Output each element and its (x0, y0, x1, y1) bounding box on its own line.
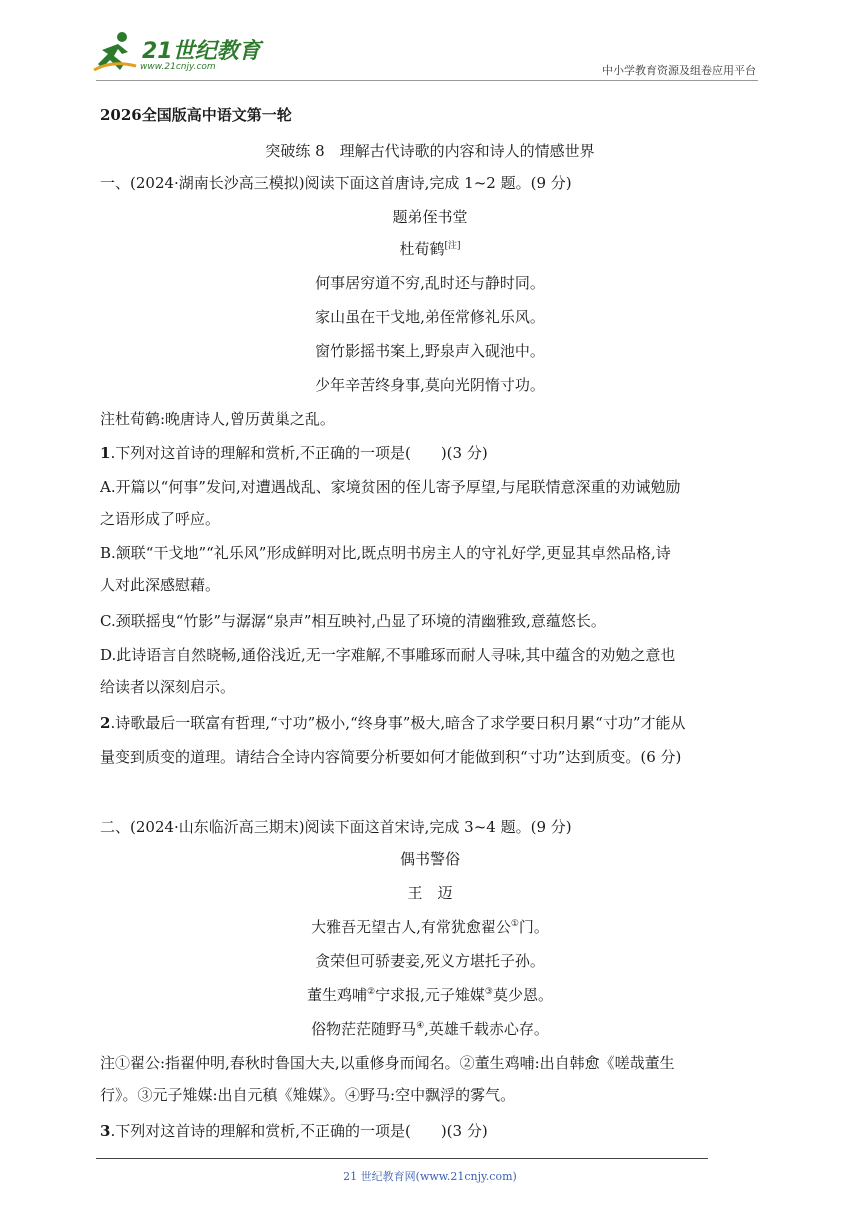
author-note-mark: [注] (444, 241, 461, 251)
poem2-line-3-b: 宁求报,元子雉媒 (375, 986, 485, 1004)
poem1-line-2: 家山虽在干戈地,弟侄常修礼乐风。 (315, 308, 545, 326)
logo-text: 21世纪教育 (142, 39, 261, 64)
poem1-note: 注杜荀鹤:晚唐诗人,曾历黄巢之乱。 (100, 410, 335, 428)
footer-divider (96, 1158, 708, 1159)
q1-option-a-2: 之语形成了呼应。 (100, 510, 221, 528)
note-mark-3: ③ (484, 987, 493, 997)
poem2-line-3-c: 莫少恩。 (492, 986, 553, 1004)
poem1-line-1: 何事居穷道不穷,乱时还与静时同。 (315, 274, 545, 292)
question-2-line-2: 量变到质变的道理。请结合全诗内容简要分析要如何才能做到积“寸功”达到质变。(6 分) (100, 748, 682, 766)
poem1-line-4: 少年辛苦终身事,莫向光阴惰寸功。 (315, 376, 545, 394)
site-logo[interactable] (92, 30, 262, 80)
section2-heading: 二、(2024·山东临沂高三期末)阅读下面这首宋诗,完成 3~4 题。(9 分) (100, 818, 572, 836)
question-1-number: 1 (100, 444, 111, 462)
runner-icon (92, 30, 138, 74)
q1-option-b-1: B.颔联“干戈地”“礼乐风”形成鲜明对比,既点明书房主人的守礼好学,更显其卓然品格,诗 (100, 544, 671, 562)
q1-option-d-2: 给读者以深刻启示。 (100, 678, 236, 696)
poem2-line-4-a: 俗物茫茫随野马 (311, 1020, 417, 1038)
page-title: 突破练 8 理解古代诗歌的内容和诗人的情感世界 (265, 142, 595, 160)
poem2-line-4 (100, 1018, 760, 1039)
poem2-line-2: 贪荣但可骄妻妾,死义方堪托子孙。 (315, 952, 545, 970)
poem2-line-3 (100, 984, 760, 1005)
poem2-line-4-b: ,英雄千载赤心存。 (424, 1020, 549, 1038)
poem2-line-1 (100, 916, 760, 937)
question-3-text: .下列对这首诗的理解和赏析,不正确的一项是( )(3 分) (110, 1122, 488, 1140)
poem1-line-3: 窗竹影摇书案上,野泉声入砚池中。 (315, 342, 545, 360)
logo-url: www.21cnjy.com (140, 62, 216, 72)
header-divider (96, 80, 758, 81)
page-footer[interactable]: 21 世纪教育网(www.21cnjy.com) (343, 1170, 517, 1183)
poem2-line-1-b: 门。 (518, 918, 549, 936)
q1-option-a-1: A.开篇以“何事”发问,对遭遇战乱、家境贫困的侄儿寄予厚望,与尾联情意深重的劝诫勉励 (100, 478, 681, 496)
poem2-line-1-a: 大雅吾无望古人,有常犹愈翟公 (311, 918, 511, 936)
question-2-number: 2 (100, 714, 111, 732)
platform-label: 中小学教育资源及组卷应用平台 (602, 64, 756, 77)
poem2-author: 王 迈 (407, 884, 453, 902)
poem2-title: 偶书警俗 (399, 850, 460, 868)
question-1-text: .下列对这首诗的理解和赏析,不正确的一项是( )(3 分) (110, 444, 488, 462)
poem2-line-3-a: 董生鸡哺 (307, 986, 368, 1004)
question-3-number: 3 (100, 1122, 111, 1140)
section1-heading: 一、(2024·湖南长沙高三模拟)阅读下面这首唐诗,完成 1~2 题。(9 分) (100, 174, 572, 192)
poem1-author-line (100, 238, 760, 259)
page-header (0, 0, 860, 84)
series-title: 2026全国版高中语文第一轮 (100, 106, 292, 124)
q1-option-d-1: D.此诗语言自然晓畅,通俗浅近,无一字难解,不事雕琢而耐人寻味,其中蕴含的劝勉之意也 (100, 646, 676, 664)
poem1-title: 题弟侄书堂 (392, 208, 468, 226)
poem2-notes-1: 注①翟公:指翟仲明,春秋时鲁国大夫,以重修身而闻名。②董生鸡哺:出自韩愈《嗟哉董生 (100, 1054, 675, 1072)
note-mark-2: ② (367, 987, 376, 997)
question-2-text-1: .诗歌最后一联富有哲理,“寸功”极小,“终身事”极大,暗含了求学要日积月累“寸功”才能从 (110, 714, 686, 732)
question-2-line-1 (100, 712, 760, 733)
poem2-notes-2: 行》。③元子雉媒:出自元稹《雉媒》。④野马:空中飘浮的雾气。 (100, 1086, 516, 1104)
note-mark-1: ① (510, 919, 519, 929)
poem1-author: 杜荀鹤 (399, 240, 445, 258)
question-1 (100, 442, 760, 463)
q1-option-c: C.颈联摇曳“竹影”与潺潺“泉声”相互映衬,凸显了环境的清幽雅致,意蕴悠长。 (100, 612, 606, 630)
question-3 (100, 1120, 760, 1141)
q1-option-b-2: 人对此深感慰藉。 (100, 576, 221, 594)
note-mark-4: ④ (416, 1021, 425, 1031)
